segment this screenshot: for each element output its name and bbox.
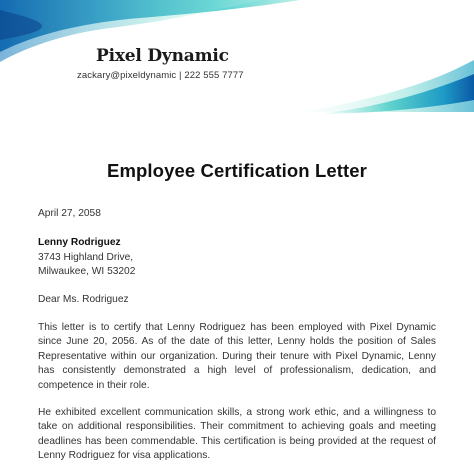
company-contact: zackary@pixeldynamic | 222 555 7777 [77,70,244,81]
paragraph-line: Lenny Rodriguez for visa applications. [38,450,211,462]
paragraph-line: This letter is to certify that Lenny Rodriguez has been employed with Pixel Dynamic [38,322,436,333]
recipient-address-line1: 3743 Highland Drive, [38,252,134,263]
paragraph-line: competence in their role. [38,379,150,391]
paragraph-line: Representative within our organization. During their tenure with Pixel Dynamic, Lenny [38,350,436,362]
recipient-name: Lenny Rodriguez [38,237,121,248]
paragraph-line: deadlines has been commendable. This certification is being provided at the request of [38,435,436,447]
paragraph-line: take on additional responsibilities. Their commitment to achieving goals and meeting [38,421,436,433]
paragraph-line: He exhibited excellent communication skills, a strong work ethic, and a willingness to [38,407,436,418]
letter-date: April 27, 2058 [38,208,101,219]
company-name: Pixel Dynamic [96,46,229,66]
salutation: Dear Ms. Rodriguez [38,294,129,305]
paragraph-line: has consistently demonstrated a high level of professionalism, dedication, and [38,365,436,377]
recipient-address-line2: Milwaukee, WI 53202 [38,266,136,277]
paragraph-line: since June 20, 2056. As of the date of this letter, Lenny holds the position of Sales [38,336,436,348]
body-paragraph-1 [38,321,436,393]
body-paragraph-2 [38,406,436,464]
document-title: Employee Certification Letter [107,160,367,181]
